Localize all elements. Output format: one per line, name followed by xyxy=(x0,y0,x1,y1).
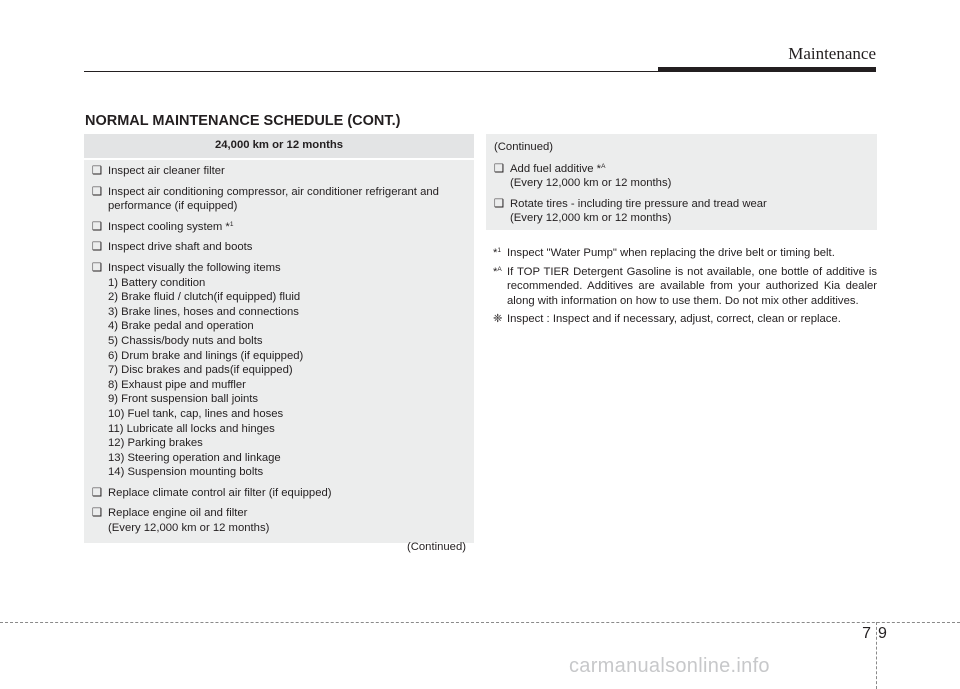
header-rule-accent xyxy=(658,67,876,72)
checkbox-icon: ❑ xyxy=(92,220,103,233)
footnote-text: Inspect : Inspect and if necessary, adjust, correct, clean or replace. xyxy=(507,313,841,326)
item-text: Inspect air conditioning compressor, air conditioner refrigerant and performance (if equipped) xyxy=(108,185,439,213)
checkbox-icon: ❑ xyxy=(92,241,103,254)
interval-heading: 24,000 km or 12 months xyxy=(84,134,474,160)
checkbox-icon: ❑ xyxy=(494,162,505,175)
footer-divider xyxy=(0,622,960,623)
footnote-mark xyxy=(493,246,501,261)
item-text: Inspect visually the following items xyxy=(108,261,281,274)
footnote xyxy=(493,246,877,261)
checkbox-icon: ❑ xyxy=(92,261,103,274)
item-text: Inspect cooling system * xyxy=(108,220,230,233)
checklist xyxy=(486,134,877,226)
watermark: carmanualsonline.info xyxy=(569,655,770,677)
item-interval: (Every 12,000 km or 12 months) xyxy=(510,212,672,225)
continued-label: (Continued) xyxy=(494,141,554,153)
list-item: 9) Front suspension ball joints xyxy=(108,393,259,406)
item-text: Inspect air cleaner filter xyxy=(108,165,225,177)
visual-inspection-list xyxy=(108,276,466,480)
page-number: 79 xyxy=(862,625,894,642)
checklist-item xyxy=(92,506,466,535)
inspect-symbol-icon: ❈ xyxy=(493,313,503,326)
footnote-text: Inspect "Water Pump" when replacing the drive belt or timing belt. xyxy=(507,247,835,259)
checkbox-icon: ❑ xyxy=(92,185,103,198)
list-item: 14) Suspension mounting bolts xyxy=(108,466,264,479)
checkbox-icon: ❑ xyxy=(92,486,103,499)
checkbox-icon: ❑ xyxy=(494,197,505,210)
list-item: 1) Battery condition xyxy=(108,276,206,289)
schedule-panel-continued xyxy=(486,134,877,230)
continued-label: (Continued) xyxy=(406,540,466,553)
list-item: 10) Fuel tank, cap, lines and hoses xyxy=(108,407,284,420)
asterisk: * xyxy=(493,247,498,259)
checklist-item xyxy=(92,185,466,214)
page-header-title: Maintenance xyxy=(788,44,876,63)
checklist-item xyxy=(494,197,869,226)
footnotes xyxy=(493,246,877,331)
header-rule xyxy=(84,71,664,72)
list-item: 3) Brake lines, hoses and connections xyxy=(108,305,299,318)
footnote xyxy=(493,265,877,309)
checklist-item xyxy=(92,486,466,501)
footnote-number: A xyxy=(497,265,502,273)
checklist xyxy=(84,160,474,554)
footnote-ref: 1 xyxy=(229,220,234,228)
list-item: 4) Brake pedal and operation xyxy=(108,320,254,333)
list-item: 7) Disc brakes and pads(if equipped) xyxy=(108,364,293,377)
checkbox-icon: ❑ xyxy=(92,165,103,177)
list-item: 8) Exhaust pipe and muffler xyxy=(108,378,246,391)
checklist-item xyxy=(92,164,466,179)
list-item: 11) Lubricate all locks and hinges xyxy=(108,422,275,435)
item-text: Add fuel additive * xyxy=(510,162,602,175)
list-item: 13) Steering operation and linkage xyxy=(108,451,281,464)
item-interval: (Every 12,000 km or 12 months) xyxy=(510,177,672,190)
item-text: Replace climate control air filter (if equipped) xyxy=(108,486,332,499)
footnote-ref: A xyxy=(601,162,606,170)
footnote xyxy=(493,312,877,327)
checklist-item xyxy=(92,261,466,480)
footnote-mark xyxy=(493,265,502,280)
item-text: Inspect drive shaft and boots xyxy=(108,241,253,254)
checkbox-icon: ❑ xyxy=(92,507,103,520)
item-interval: (Every 12,000 km or 12 months) xyxy=(108,522,270,535)
list-item: 6) Drum brake and linings (if equipped) xyxy=(108,349,304,362)
checklist-item xyxy=(494,162,869,191)
item-text: Rotate tires - including tire pressure and tread wear xyxy=(510,197,767,210)
list-item: 2) Brake fluid / clutch(if equipped) fluid xyxy=(108,291,301,304)
asterisk: * xyxy=(493,265,498,278)
list-item: 5) Chassis/body nuts and bolts xyxy=(108,334,263,347)
schedule-panel-24000 xyxy=(84,134,474,553)
checklist-item xyxy=(92,220,466,235)
list-item: 12) Parking brakes xyxy=(108,437,203,450)
checklist-item xyxy=(92,240,466,255)
item-text: Replace engine oil and filter xyxy=(108,507,248,520)
footnote-number: 1 xyxy=(497,247,502,254)
footnote-text: If TOP TIER Detergent Gasoline is not available, one bottle of additive is recommended. Additives are available from your authorized Kia dealer along with information on how to use them. Do not mix other additives. xyxy=(507,265,877,307)
section-title: NORMAL MAINTENANCE SCHEDULE (CONT.) xyxy=(85,113,401,129)
